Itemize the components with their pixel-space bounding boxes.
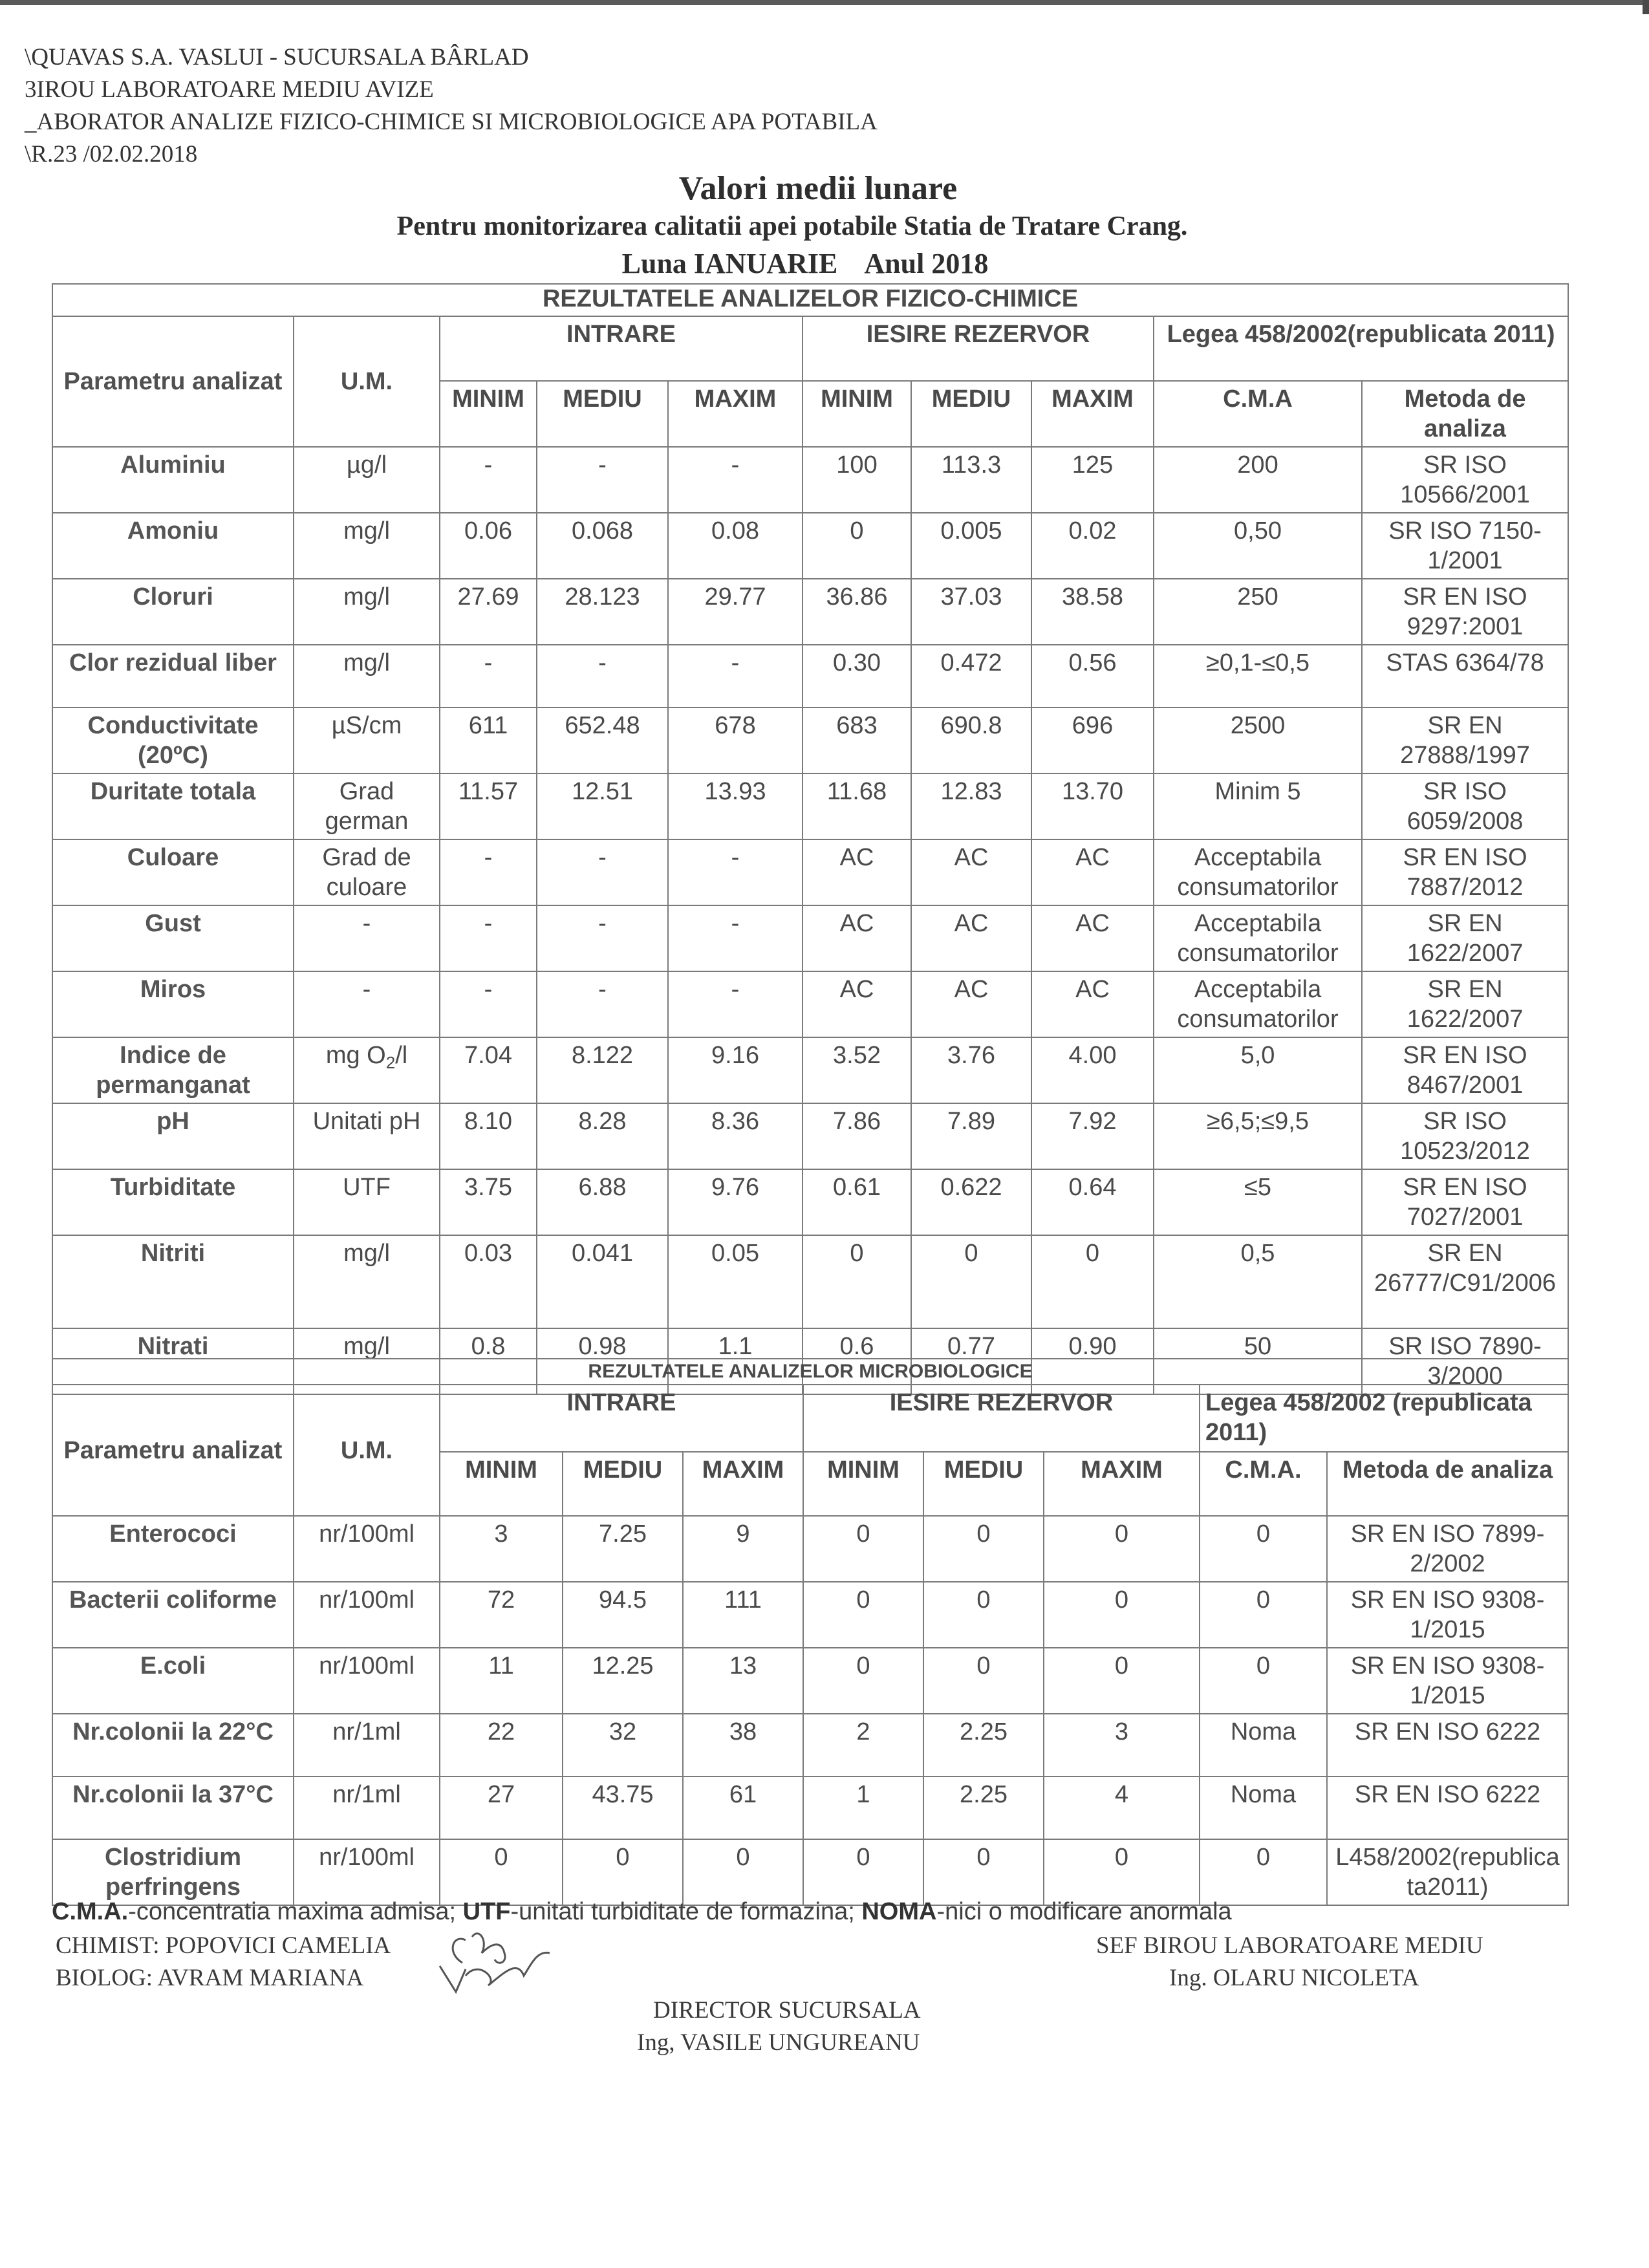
cma-cell: ≤5 [1154, 1169, 1362, 1235]
cma-cell: Acceptabila consumatorilor [1154, 839, 1362, 905]
in-max-cell: 9.16 [668, 1037, 803, 1103]
method-cell: SR EN ISO 9297:2001 [1362, 579, 1568, 645]
chem-section-row [52, 284, 1568, 316]
micro-method-header: Metoda de analiza [1327, 1452, 1568, 1516]
in-med-cell: 6.88 [537, 1169, 668, 1235]
out-med-cell: 12.83 [911, 773, 1031, 839]
param-name: Duritate totala [52, 773, 294, 839]
in-med-cell: 12.25 [563, 1648, 683, 1714]
out-med-cell: 0 [923, 1648, 1044, 1714]
method-cell: SR EN ISO 6222 [1327, 1714, 1568, 1777]
method-cell: STAS 6364/78 [1362, 645, 1568, 707]
cma-cell: 0 [1200, 1516, 1327, 1582]
method-cell: SR EN ISO 9308-1/2015 [1327, 1648, 1568, 1714]
out-min-cell: 0 [803, 1582, 923, 1648]
in-med-cell: 43.75 [563, 1777, 683, 1839]
in-min-cell: 7.04 [440, 1037, 537, 1103]
param-name: Cloruri [52, 579, 294, 645]
in-med-cell: 0.068 [537, 513, 668, 579]
method-cell: SR EN ISO 9308-1/2015 [1327, 1582, 1568, 1648]
in-max-cell: 29.77 [668, 579, 803, 645]
chem-section-title: REZULTATELE ANALIZELOR FIZICO-CHIMICE [52, 284, 1568, 316]
micro-section-row [52, 1359, 1568, 1385]
out-max-cell: 0 [1044, 1648, 1200, 1714]
out-min-cell: AC [803, 971, 911, 1037]
table-row [52, 1777, 1568, 1839]
cma-cell: 0,5 [1154, 1235, 1362, 1328]
table-row [52, 1582, 1568, 1648]
sef-birou-title: SEF BIROU LABORATOARE MEDIU [1096, 1932, 1483, 1959]
in-max-cell: 9.76 [668, 1169, 803, 1235]
in-med-cell: 8.122 [537, 1037, 668, 1103]
cma-cell: 0 [1200, 1839, 1327, 1905]
out-max-cell: 3 [1044, 1714, 1200, 1777]
unit-cell: - [294, 971, 440, 1037]
table-row [52, 1516, 1568, 1582]
table-row [52, 707, 1568, 773]
legend-noma-def: -nici o modificare anormala [936, 1898, 1232, 1925]
unit-cell: UTF [294, 1169, 440, 1235]
param-name: Enterococi [52, 1516, 294, 1582]
in-max-cell: 61 [683, 1777, 803, 1839]
unit-cell: Grad de culoare [294, 839, 440, 905]
out-med-cell: AC [911, 839, 1031, 905]
out-med-cell: 7.89 [911, 1103, 1031, 1169]
cma-cell: 0 [1200, 1648, 1327, 1714]
out-med-cell: 690.8 [911, 707, 1031, 773]
out-med-cell: 0.005 [911, 513, 1031, 579]
in-min-cell: 27 [440, 1777, 563, 1839]
in-med-cell: - [537, 645, 668, 707]
legend-utf-def: -unitati turbiditate de formazina; [510, 1898, 862, 1925]
sef-birou-name: Ing. OLARU NICOLETA [1169, 1965, 1419, 1991]
in-med-cell: 12.51 [537, 773, 668, 839]
period-month: Luna IANUARIE [621, 248, 838, 279]
out-min-cell: AC [803, 905, 911, 971]
out-max-cell: 0.64 [1031, 1169, 1154, 1235]
unit-cell: mg/l [294, 645, 440, 707]
micro-param-header: Parametru analizat [52, 1385, 294, 1516]
method-cell: SR EN ISO 7887/2012 [1362, 839, 1568, 905]
out-min-cell: 0 [803, 513, 911, 579]
unit-cell: µg/l [294, 447, 440, 513]
header-reference: \R.23 /02.02.2018 [25, 141, 198, 167]
in-max-cell: 0.08 [668, 513, 803, 579]
in-max-cell: 8.36 [668, 1103, 803, 1169]
out-max-cell: 4.00 [1031, 1037, 1154, 1103]
table-row [52, 773, 1568, 839]
out-max-cell: 0.02 [1031, 513, 1154, 579]
table-row [52, 1648, 1568, 1714]
in-min-cell: 3 [440, 1516, 563, 1582]
method-cell: SR ISO 10523/2012 [1362, 1103, 1568, 1169]
micro-out-max-header: MAXIM [1044, 1452, 1200, 1516]
out-med-cell: 0 [911, 1235, 1031, 1328]
out-med-cell: 37.03 [911, 579, 1031, 645]
unit-cell: Grad german [294, 773, 440, 839]
unit-cell: mg/l [294, 1235, 440, 1328]
abbreviation-legend [52, 1898, 1232, 1926]
header-company: \QUAVAS S.A. VASLUI - SUCURSALA BÂRLAD [25, 44, 529, 70]
out-min-cell: 36.86 [803, 579, 911, 645]
in-med-cell: - [537, 905, 668, 971]
chem-in-min-header: MINIM [440, 381, 537, 447]
param-name: Miros [52, 971, 294, 1037]
in-min-cell: 11 [440, 1648, 563, 1714]
unit-cell: Unitati pH [294, 1103, 440, 1169]
table-row [52, 447, 1568, 513]
chem-param-header: Parametru analizat [52, 316, 294, 447]
in-min-cell: - [440, 905, 537, 971]
out-max-cell: 0 [1031, 1235, 1154, 1328]
out-min-cell: 7.86 [803, 1103, 911, 1169]
table-row [52, 1103, 1568, 1169]
method-cell: SR ISO 6059/2008 [1362, 773, 1568, 839]
chem-results-table [52, 283, 1569, 1395]
director-name: Ing, VASILE UNGUREANU [637, 2029, 920, 2056]
micro-intrare-header: INTRARE [440, 1385, 803, 1452]
in-med-cell: 94.5 [563, 1582, 683, 1648]
in-min-cell: - [440, 839, 537, 905]
cma-cell: Noma [1200, 1777, 1327, 1839]
out-min-cell: AC [803, 839, 911, 905]
unit-cell: - [294, 905, 440, 971]
chem-in-max-header: MAXIM [668, 381, 803, 447]
out-min-cell: 683 [803, 707, 911, 773]
param-name: Nr.colonii la 37°C [52, 1777, 294, 1839]
in-max-cell: - [668, 905, 803, 971]
in-max-cell: - [668, 839, 803, 905]
cma-cell: Acceptabila consumatorilor [1154, 905, 1362, 971]
in-max-cell: 111 [683, 1582, 803, 1648]
param-name: Bacterii coliforme [52, 1582, 294, 1648]
in-med-cell: 8.28 [537, 1103, 668, 1169]
method-cell: SR ISO 7150-1/2001 [1362, 513, 1568, 579]
cma-cell: Minim 5 [1154, 773, 1362, 839]
param-name: Nitrati [52, 1328, 294, 1394]
out-med-cell: AC [911, 905, 1031, 971]
document-subtitle: Pentru monitorizarea calitatii apei potabile Statia de Tratare Crang. [396, 211, 1188, 241]
out-med-cell: 3.76 [911, 1037, 1031, 1103]
chem-method-header: Metoda de analiza [1362, 381, 1568, 447]
unit-cell: mg/l [294, 1328, 440, 1394]
param-name: Gust [52, 905, 294, 971]
out-max-cell: 0.56 [1031, 645, 1154, 707]
out-min-cell: 0.61 [803, 1169, 911, 1235]
scan-edge-right [1643, 0, 1649, 14]
document-period [0, 247, 1630, 280]
table-row [52, 1839, 1568, 1905]
in-max-cell: 0 [683, 1839, 803, 1905]
handwritten-signatures [427, 1914, 576, 1998]
param-name: pH [52, 1103, 294, 1169]
in-min-cell: 0.06 [440, 513, 537, 579]
table-row [52, 1714, 1568, 1777]
in-min-cell: 0.8 [440, 1328, 537, 1394]
unit-cell: nr/100ml [294, 1516, 440, 1582]
legend-noma-abbr: NOMA [861, 1898, 937, 1925]
in-med-cell: 0.98 [537, 1328, 668, 1394]
in-med-cell: - [537, 971, 668, 1037]
micro-out-med-header: MEDIU [923, 1452, 1044, 1516]
period-year: Anul 2018 [864, 248, 989, 279]
in-min-cell: 11.57 [440, 773, 537, 839]
micro-um-header: U.M. [294, 1385, 440, 1516]
out-max-cell: 0 [1044, 1839, 1200, 1905]
cma-cell: Acceptabila consumatorilor [1154, 971, 1362, 1037]
unit-cell: nr/1ml [294, 1777, 440, 1839]
in-max-cell: 0.05 [668, 1235, 803, 1328]
in-min-cell: - [440, 971, 537, 1037]
header-laboratory: _ABORATOR ANALIZE FIZICO-CHIMICE SI MICROBIOLOGICE APA POTABILA [25, 109, 878, 135]
table-row [52, 1037, 1568, 1103]
cma-cell: 5,0 [1154, 1037, 1362, 1103]
in-med-cell: - [537, 839, 668, 905]
out-med-cell: 113.3 [911, 447, 1031, 513]
out-max-cell: 4 [1044, 1777, 1200, 1839]
unit-cell: nr/1ml [294, 1714, 440, 1777]
param-name: Amoniu [52, 513, 294, 579]
table-row [52, 1235, 1568, 1328]
unit-cell: nr/100ml [294, 1582, 440, 1648]
out-max-cell: 0.90 [1031, 1328, 1154, 1394]
in-med-cell: 0 [563, 1839, 683, 1905]
in-med-cell: 28.123 [537, 579, 668, 645]
chimist-name: CHIMIST: POPOVICI CAMELIA [56, 1932, 391, 1959]
out-med-cell: AC [911, 971, 1031, 1037]
biolog-name: BIOLOG: AVRAM MARIANA [56, 1965, 364, 1991]
out-min-cell: 0 [803, 1516, 923, 1582]
cma-cell: 200 [1154, 447, 1362, 513]
table-row [52, 579, 1568, 645]
header-department: 3IROU LABORATOARE MEDIU AVIZE [25, 76, 434, 103]
cma-cell: 50 [1154, 1328, 1362, 1394]
in-max-cell: 13 [683, 1648, 803, 1714]
unit-cell: nr/100ml [294, 1648, 440, 1714]
chem-in-med-header: MEDIU [537, 381, 668, 447]
chem-intrare-header: INTRARE [440, 316, 803, 381]
param-name: Clostridium perfringens [52, 1839, 294, 1905]
unit-cell: µS/cm [294, 707, 440, 773]
method-cell: SR EN ISO 7899-2/2002 [1327, 1516, 1568, 1582]
chem-out-max-header: MAXIM [1031, 381, 1154, 447]
unit-cell: mg $O_2/l$ [294, 1037, 440, 1103]
table-row [52, 645, 1568, 707]
method-cell: SR EN ISO 7027/2001 [1362, 1169, 1568, 1235]
out-min-cell: 3.52 [803, 1037, 911, 1103]
in-med-cell: 32 [563, 1714, 683, 1777]
in-max-cell: - [668, 447, 803, 513]
method-cell: SR EN ISO 6222 [1327, 1777, 1568, 1839]
in-min-cell: 22 [440, 1714, 563, 1777]
scan-edge-top [0, 0, 1649, 5]
param-name: E.coli [52, 1648, 294, 1714]
in-max-cell: 38 [683, 1714, 803, 1777]
in-min-cell: - [440, 447, 537, 513]
method-cell: SR ISO 7890-3/2000 [1362, 1328, 1568, 1394]
in-max-cell: 13.93 [668, 773, 803, 839]
out-med-cell: 0.472 [911, 645, 1031, 707]
out-med-cell: 0.622 [911, 1169, 1031, 1235]
method-cell: SR EN ISO 8467/2001 [1362, 1037, 1568, 1103]
micro-out-min-header: MINIM [803, 1452, 923, 1516]
table-row [52, 905, 1568, 971]
cma-cell: 250 [1154, 579, 1362, 645]
out-max-cell: 125 [1031, 447, 1154, 513]
cma-cell: ≥0,1-≤0,5 [1154, 645, 1362, 707]
in-max-cell: 9 [683, 1516, 803, 1582]
out-max-cell: 13.70 [1031, 773, 1154, 839]
in-min-cell: 27.69 [440, 579, 537, 645]
out-max-cell: 7.92 [1031, 1103, 1154, 1169]
param-name: Turbiditate [52, 1169, 294, 1235]
out-min-cell: 0.6 [803, 1328, 911, 1394]
micro-in-med-header: MEDIU [563, 1452, 683, 1516]
param-name: Conductivitate (20ºC) [52, 707, 294, 773]
legend-cma-def: -concentratia maxima admisa; [128, 1898, 463, 1925]
cma-cell: 0,50 [1154, 513, 1362, 579]
param-name: Clor rezidual liber [52, 645, 294, 707]
out-med-cell: 2.25 [923, 1714, 1044, 1777]
out-min-cell: 0 [803, 1648, 923, 1714]
out-min-cell: 0.30 [803, 645, 911, 707]
in-min-cell: 3.75 [440, 1169, 537, 1235]
param-name: Nr.colonii la 22°C [52, 1714, 294, 1777]
out-max-cell: 0 [1044, 1516, 1200, 1582]
in-med-cell: 652.48 [537, 707, 668, 773]
method-cell: SR ISO 10566/2001 [1362, 447, 1568, 513]
in-min-cell: 0 [440, 1839, 563, 1905]
out-med-cell: 0 [923, 1516, 1044, 1582]
out-max-cell: AC [1031, 905, 1154, 971]
method-cell: SR EN 27888/1997 [1362, 707, 1568, 773]
chem-out-med-header: MEDIU [911, 381, 1031, 447]
cma-cell: 2500 [1154, 707, 1362, 773]
chem-header-row-1 [52, 316, 1568, 381]
unit-cell: nr/100ml [294, 1839, 440, 1905]
param-name: Nitriti [52, 1235, 294, 1328]
in-min-cell: - [440, 645, 537, 707]
param-name: Indice de permanganat [52, 1037, 294, 1103]
out-min-cell: 2 [803, 1714, 923, 1777]
micro-section-title: REZULTATELE ANALIZELOR MICROBIOLOGICE [52, 1359, 1568, 1385]
out-max-cell: 0 [1044, 1582, 1200, 1648]
micro-header-row-1 [52, 1385, 1568, 1452]
chem-legea-header: Legea 458/2002(republicata 2011) [1154, 316, 1568, 381]
legend-utf-abbr: UTF [462, 1898, 511, 1925]
in-max-cell: - [668, 971, 803, 1037]
unit-cell: mg/l [294, 579, 440, 645]
method-cell: SR EN 1622/2007 [1362, 905, 1568, 971]
in-max-cell: 678 [668, 707, 803, 773]
in-max-cell: - [668, 645, 803, 707]
chem-cma-header: C.M.A [1154, 381, 1362, 447]
param-name: Aluminiu [52, 447, 294, 513]
table-row [52, 839, 1568, 905]
micro-results-table [52, 1358, 1569, 1906]
director-title: DIRECTOR SUCURSALA [653, 1997, 921, 2024]
chem-um-header: U.M. [294, 316, 440, 447]
legend-cma-abbr: C.M.A. [52, 1898, 129, 1925]
out-min-cell: 0 [803, 1235, 911, 1328]
cma-cell: Noma [1200, 1714, 1327, 1777]
micro-in-max-header: MAXIM [683, 1452, 803, 1516]
micro-in-min-header: MINIM [440, 1452, 563, 1516]
table-row [52, 971, 1568, 1037]
method-cell: SR EN 1622/2007 [1362, 971, 1568, 1037]
in-min-cell: 72 [440, 1582, 563, 1648]
in-med-cell: 0.041 [537, 1235, 668, 1328]
out-max-cell: AC [1031, 971, 1154, 1037]
out-med-cell: 0 [923, 1582, 1044, 1648]
out-med-cell: 2.25 [923, 1777, 1044, 1839]
in-min-cell: 0.03 [440, 1235, 537, 1328]
micro-cma-header: C.M.A. [1200, 1452, 1327, 1516]
document-header [25, 41, 878, 171]
out-med-cell: 0 [923, 1839, 1044, 1905]
out-min-cell: 100 [803, 447, 911, 513]
out-med-cell: 0.77 [911, 1328, 1031, 1394]
out-min-cell: 11.68 [803, 773, 911, 839]
micro-legea-header: Legea 458/2002 (republicata 2011) [1200, 1385, 1568, 1452]
in-med-cell: 7.25 [563, 1516, 683, 1582]
cma-cell: 0 [1200, 1582, 1327, 1648]
in-max-cell: 1.1 [668, 1328, 803, 1394]
chem-out-min-header: MINIM [803, 381, 911, 447]
param-name: Culoare [52, 839, 294, 905]
in-med-cell: - [537, 447, 668, 513]
cma-cell: ≥6,5;≤9,5 [1154, 1103, 1362, 1169]
table-row [52, 1169, 1568, 1235]
in-min-cell: 8.10 [440, 1103, 537, 1169]
out-max-cell: 696 [1031, 707, 1154, 773]
method-cell: SR EN 26777/C91/2006 [1362, 1235, 1568, 1328]
method-cell: L458/2002(republicata2011) [1327, 1839, 1568, 1905]
micro-iesire-header: IESIRE REZERVOR [803, 1385, 1200, 1452]
out-max-cell: 38.58 [1031, 579, 1154, 645]
table-row [52, 513, 1568, 579]
document-title: Valori medii lunare [678, 170, 958, 207]
unit-cell: mg/l [294, 513, 440, 579]
out-max-cell: AC [1031, 839, 1154, 905]
in-min-cell: 611 [440, 707, 537, 773]
chem-iesire-header: IESIRE REZERVOR [803, 316, 1154, 381]
out-min-cell: 0 [803, 1839, 923, 1905]
out-min-cell: 1 [803, 1777, 923, 1839]
